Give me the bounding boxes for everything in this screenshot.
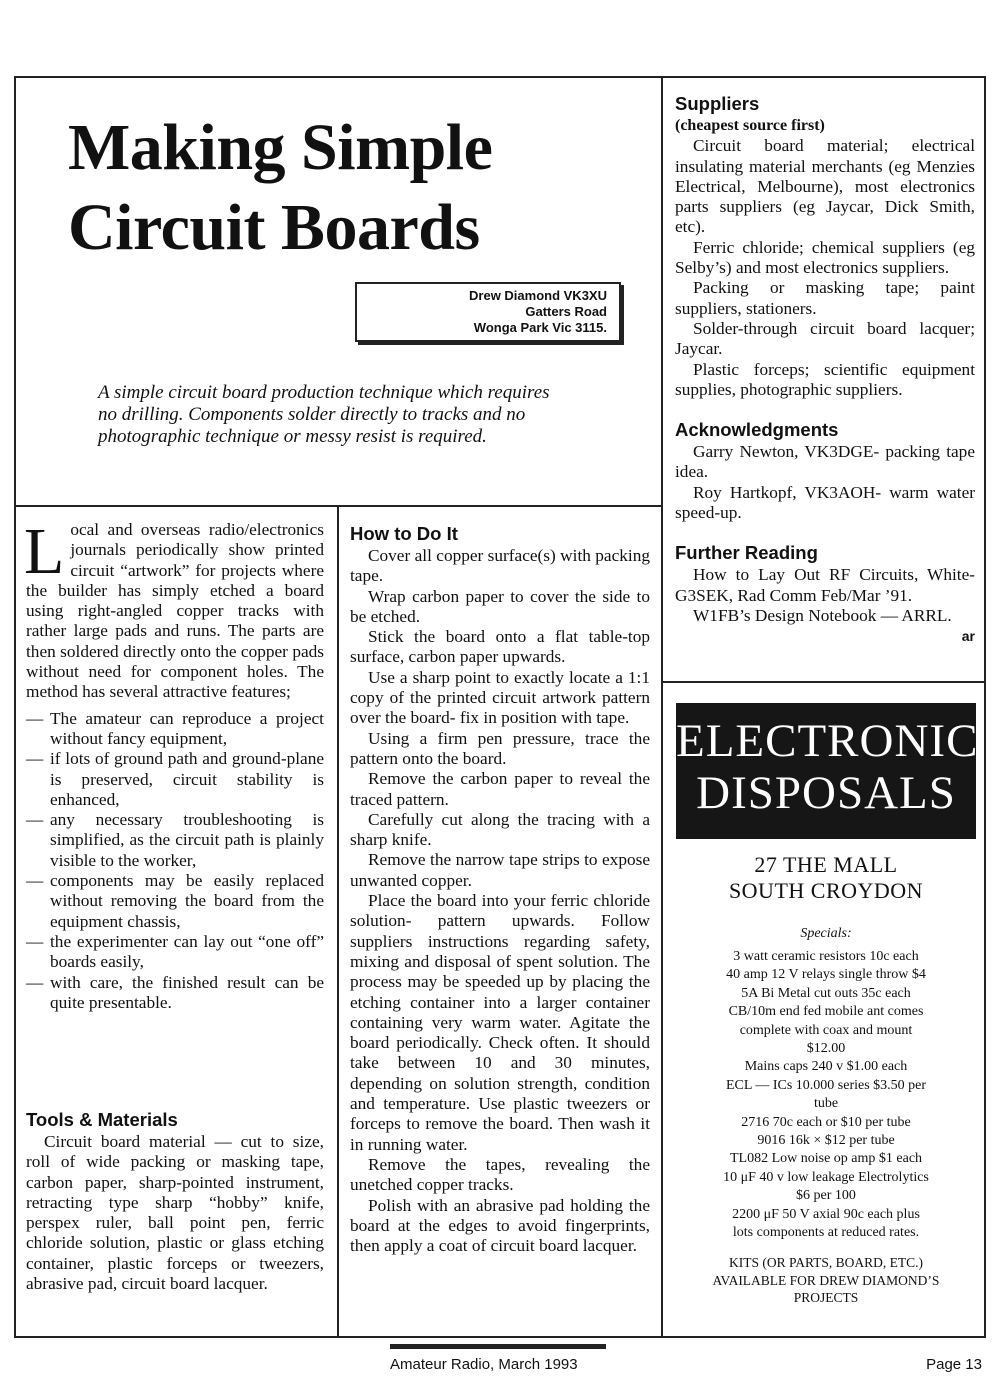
tools-text: Circuit board material — cut to size, roll of wide packing or masking tape, carbon paper, sharp-pointed instrument, retracting type sharp “hobby” knife, perspex ruler, ball point pen, ferric chloride solution, plastic or glass etching container, plastic forceps or tweezers, abrasive pad, circuit board lacquer. (26, 1132, 324, 1294)
howto-step: Carefully cut along the tracing with a sharp knife. (350, 809, 650, 850)
list-item: — with care, the finished result can be quite presentable. (26, 973, 324, 1014)
author-box (355, 282, 621, 342)
footer-rule (390, 1344, 606, 1349)
advert-kits (676, 1254, 976, 1307)
howto-step: Using a firm pen pressure, trace the pattern onto the board. (350, 728, 650, 768)
footer-page-number: Page 13 (926, 1356, 982, 1373)
list-item: Mains caps 240 v $1.00 each (744, 1059, 908, 1075)
list-item: — The amateur can reproduce a project without fancy equipment, (26, 709, 324, 750)
further-reading-heading: Further Reading (675, 542, 818, 564)
list-item: complete with coax and mount (739, 1022, 913, 1038)
column-1 (24, 515, 324, 1013)
right-column-divider (661, 76, 663, 1338)
title-line-1: Making Simple (68, 111, 493, 184)
advert-address (676, 852, 976, 904)
list-item: TL082 Low noise op amp $1 each (729, 1151, 923, 1167)
column-3 (675, 92, 975, 647)
list-item: tube (813, 1096, 839, 1112)
list-item: lots components at reduced rates. (732, 1225, 920, 1241)
howto-step: Polish with an abrasive pad holding the board at the edges to avoid fingerprints, then apply a coat of circuit board lacquer. (350, 1195, 650, 1256)
advert-address-line-1: 27 THE MALL (754, 852, 898, 877)
howto-step: Wrap carbon paper to cover the side to be etched. (350, 586, 650, 626)
list-item: 2716 70c each or $10 per tube (741, 1114, 911, 1130)
suppliers-subheading: (cheapest source first) (675, 117, 825, 134)
list-item: CB/10m end fed mobile ant comes (728, 1004, 924, 1020)
howto-heading: How to Do It (350, 523, 458, 544)
column-2 (350, 522, 650, 1256)
footer-publication: Amateur Radio, March 1993 (390, 1356, 578, 1373)
tools-section (26, 1108, 324, 1294)
howto-step: Remove the carbon paper to reveal the traced pattern. (350, 769, 650, 809)
howto-step: Stick the board onto a flat table-top surface, carbon paper upwards. (350, 627, 650, 667)
author-street: Gatters Road (525, 304, 607, 319)
list-item: 3 watt ceramic resistors 10c each (733, 949, 919, 964)
howto-step: Remove the tapes, revealing the unetched copper tracks. (350, 1154, 650, 1195)
reading-item: How to Lay Out RF Circuits, White-G3SEK, Rad Comm Feb/Mar ’91. (675, 565, 975, 605)
advert-address-line-2: SOUTH CROYDON (728, 878, 924, 903)
list-item: — any necessary troubleshooting is simplified, as the circuit path is plainly visible to the worker, (26, 810, 324, 871)
feature-list (26, 709, 324, 1013)
title-line-2: Circuit Boards (68, 191, 480, 264)
howto-step: Use a sharp point to exactly locate a 1:1 copy of the printed circuit artwork pattern over the board- fix in position with tape. (350, 667, 650, 728)
howto-step: Cover all copper surface(s) with packing tape. (350, 546, 650, 586)
list-item: 40 amp 12 V relays single throw $4 (726, 967, 926, 983)
list-item: ECL — ICs 10.000 series $3.50 per (725, 1077, 927, 1093)
howto-step: Place the board into your ferric chloride solution- pattern upwards. Follow suppliers instructions regarding safety, mixing and disposal of spent solution. The process may be speeded up by placing the etching container into a larger container containing very warm water. Agitate the board periodically. Check often. It should take between 10 and 30 minutes, depending on solution strength, condition and temperature. Use plastic tweezers or forceps to remove the board. Then wash it in running water. (350, 891, 650, 1154)
reading-item: W1FB’s Design Notebook — ARRL. (693, 605, 952, 625)
tools-heading: Tools & Materials (26, 1109, 178, 1130)
list-item: 10 μF 40 v low leakage Electrolytics (723, 1169, 929, 1185)
acknowledgment-item: Roy Hartkopf, VK3AOH- warm water speed-up. (675, 482, 975, 523)
supplier-item: Solder-through circuit board lacquer; Jaycar. (675, 318, 975, 359)
list-item: — components may be easily replaced without removing the board from the equipment chassis, (26, 871, 324, 932)
article-intro: A simple circuit board production technique which requires no drilling. Components solder directly to tracks and no photographic technique or messy resist is required. (98, 382, 550, 447)
list-item: — if lots of ground path and ground-plane is preserved, circuit stability is enhanced, (26, 749, 324, 810)
howto-step: Remove the narrow tape strips to expose unwanted copper. (350, 850, 650, 890)
supplier-item: Packing or masking tape; paint suppliers, stationers. (675, 278, 975, 318)
advert-name-line-1: ELECTRONIC (676, 715, 979, 767)
advert-name-line-2: DISPOSALS (696, 767, 956, 819)
list-item: — the experimenter can lay out “one off” boards easily, (26, 932, 324, 973)
advert-kits-line-2: AVAILABLE FOR DREW DIAMOND’S (712, 1272, 940, 1288)
advert-divider (661, 681, 986, 683)
suppliers-heading: Suppliers (675, 93, 760, 114)
advert-kits-line-1: KITS (OR PARTS, BOARD, ETC.) (728, 1255, 924, 1270)
acknowledgment-item: Garry Newton, VK3DGE- packing tape idea. (675, 442, 975, 482)
advert-specials-list (676, 948, 976, 1243)
end-mark: ar (961, 628, 975, 645)
article-opening (24, 515, 324, 703)
advert-specials-heading: Specials: (800, 926, 852, 941)
list-item: 9016 16k × $12 per tube (757, 1133, 895, 1149)
left-column-divider (337, 505, 339, 1338)
list-item: $12.00 (806, 1041, 846, 1057)
author-town: Wonga Park Vic 3115. (473, 320, 607, 335)
acknowledgments-heading: Acknowledgments (675, 419, 839, 441)
advert-banner (676, 703, 979, 839)
list-item: 5A Bi Metal cut outs 35c each (741, 985, 911, 1001)
article-title (68, 108, 492, 268)
supplier-item: Plastic forceps; scientific equipment supplies, photographic suppliers. (675, 359, 975, 399)
supplier-item: Ferric chloride; chemical suppliers (eg Selby’s) and most electronics suppliers. (675, 237, 975, 278)
author-name: Drew Diamond VK3XU (469, 288, 607, 303)
opening-text: ocal and overseas radio/electronics journals periodically show printed circuit “artwork” for projects where the builder has simply etched a board using right-angled copper tracks with rather large pads and runs. The parts are then soldered directly onto the copper pads without need for component holes. The method has several attractive features; (26, 520, 324, 702)
supplier-item: Circuit board material; electrical insulating material merchants (eg Menzies Electrical, Melbourne), most electronics parts suppliers (eg Jaycar, Dick Smith, etc). (675, 136, 975, 237)
list-item: 2200 μF 50 V axial 90c each plus (732, 1206, 920, 1222)
list-item: $6 per 100 (796, 1188, 856, 1204)
dropcap: L (24, 515, 65, 588)
advert-kits-line-3: PROJECTS (793, 1290, 859, 1305)
